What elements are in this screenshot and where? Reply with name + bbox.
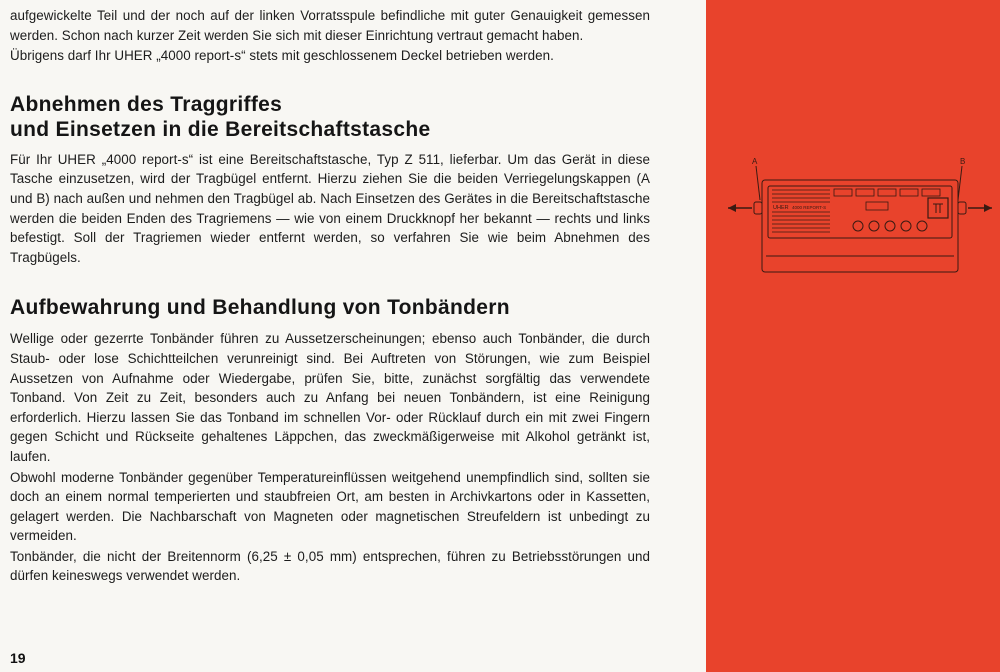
knob-5 <box>917 221 927 231</box>
section-2-paragraph-2: Obwohl moderne Tonbänder gegenüber Temperatureinflüssen weitgehend unempfindlich sind, sollten sie doch an einem normal temperierten und staubfreien Ort, am besten in Archivkartons oder in Kassetten, gelagert werden. Die Nachbarschaft von Magneten oder magnetischen Streufeldern ist unbedingt zu vermeiden. <box>10 469 650 544</box>
knob-2 <box>869 221 879 231</box>
text-column <box>10 6 650 586</box>
device-brand: UHER <box>773 205 789 211</box>
latch-cap-b <box>958 202 966 214</box>
section-2-paragraph-1: Wellige oder gezerrte Tonbänder führen zu Aussetzerscheinungen; ebenso auch Tonbänder, die durch Staub- oder lose Schichtteilchen verunreinigt sind. Bei Auftreten von Störungen, wie zum Beispiel Aussetzen von Aufnahme oder Wiedergabe, prüfen Sie, bitte, zunächst sorgfältig das verwendete Tonband. Von Zeit zu Zeit, besonders auch zu Anfang bei neuen Tonbändern, ist eine Reinigung erforderlich. Hierzu lassen Sie das Tonband im schnellen Vor- oder Rücklauf durch ein mit zwei Fingern gegen Schicht und Rückseite gehaltenes Läppchen, das zweckmäßigerweise mit Alkohol getränkt ist, laufen. <box>10 331 650 464</box>
knob-3 <box>885 221 895 231</box>
level-meter <box>928 198 948 218</box>
section-1-heading-line-2: und Einsetzen in die Bereitschaftstasche <box>10 117 431 141</box>
latch-cap-a <box>754 202 762 214</box>
leader-a <box>756 166 760 200</box>
illustration-panel <box>706 0 1000 672</box>
knob-1 <box>853 221 863 231</box>
page-number: 19 <box>10 650 26 666</box>
section-1-heading-line-1: Abnehmen des Traggriffes <box>10 92 283 116</box>
section-2-heading: Aufbewahrung und Behandlung von Tonbändern <box>10 296 510 320</box>
section-1-paragraph-1: Für Ihr UHER „4000 report-s“ ist eine Bereitschaftstasche, Typ Z 511, lieferbar. Um das Gerät in diese Tasche einzusetzen, wird der Tragbügel entfernt. Hierzu ziehen Sie die beiden Verriegelungskappen (A und B) nach außen und nehmen den Tragbügel ab. Nach Einsetzen des Gerätes in die Bereitschaftstasche werden die beiden Enden des Tragriemens — wie von einem Druckknopf her bekannt — rechts und links befestigt. Soll der Tragriemen wieder entfernt werden, so verfahren Sie wie beim Abnehmen des Tragbügels. <box>10 151 650 265</box>
control-knobs <box>853 221 927 231</box>
leader-b <box>958 166 962 200</box>
section-1-heading <box>10 92 650 142</box>
intro-paragraph-1: aufgewickelte Teil und der noch auf der linken Vorratsspule befindliche mit guter Genauigkeit gemessen werden. Schon nach kurzer Zeit werden Sie sich mit dieser Einrichtung vertraut gemacht haben. <box>10 8 650 43</box>
top-controls <box>834 189 940 210</box>
device-model: 4000 REPORT-S <box>792 205 827 210</box>
section-2-paragraph-3: Tonbänder, die nicht der Breitennorm (6,25 ± 0,05 mm) entsprechen, führen zu Betriebsstörungen und dürfen keineswegs verwendet werden. <box>10 548 650 584</box>
intro-paragraph-2: Übrigens darf Ihr UHER „4000 report-s“ stets mit geschlossenem Deckel betrieben werden. <box>10 48 554 64</box>
knob-4 <box>901 221 911 231</box>
speaker-grille-left <box>772 190 830 232</box>
label-a: A <box>752 157 758 166</box>
tape-recorder-illustration <box>726 152 996 282</box>
label-b: B <box>960 157 966 166</box>
